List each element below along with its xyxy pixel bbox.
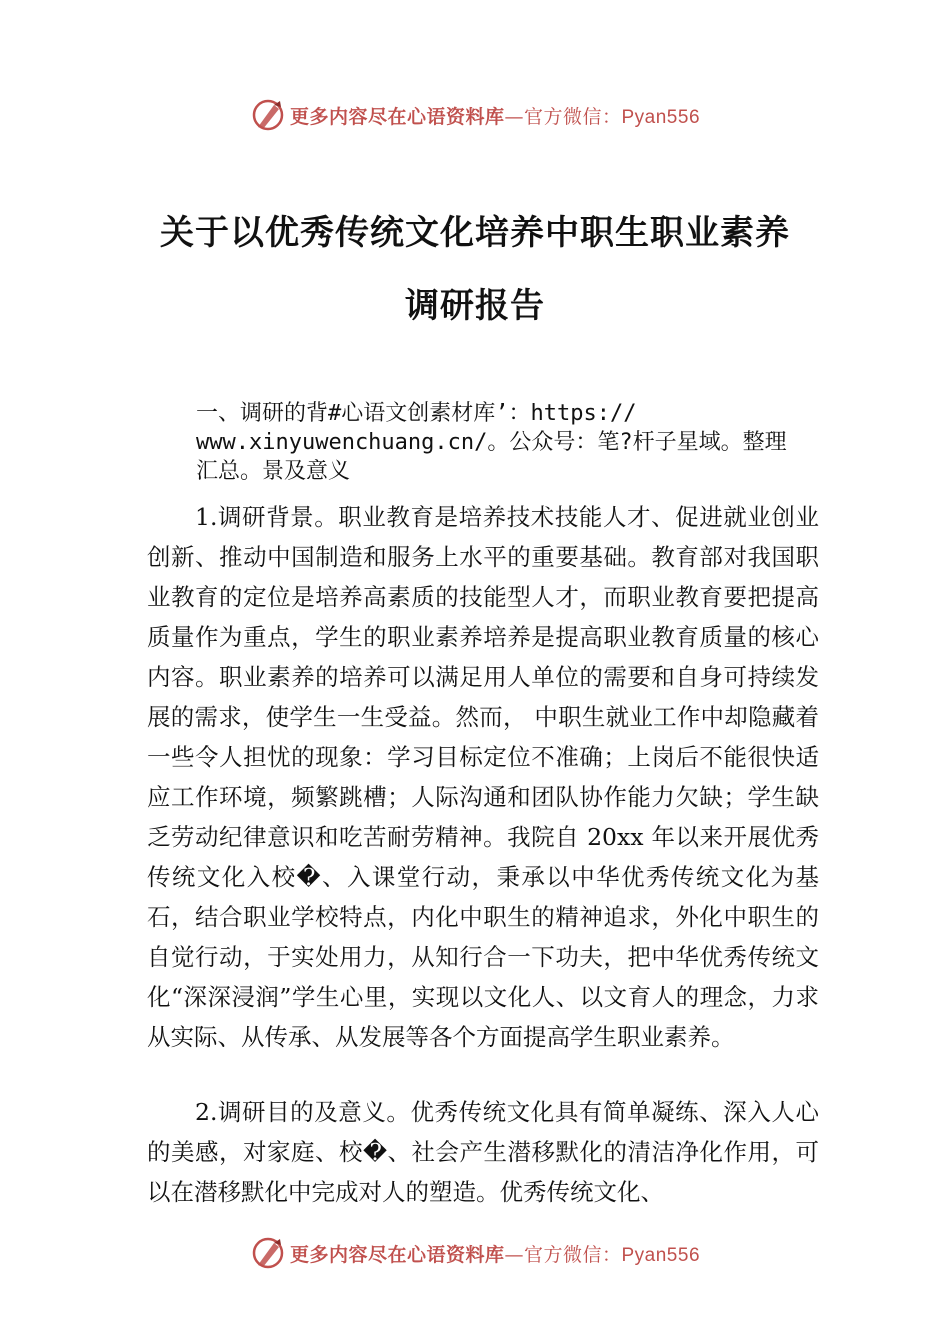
section-heading-line3: 汇总。景及意义: [196, 459, 351, 484]
paragraph-background: 1.调研背景。职业教育是培养技术技能人才、促进就业创业创新、推动中国制造和服务上水平的重要基础。教育部对我国职业教育的定位是培养高素质的技能型人才，而职业教育要把提高质量作为重点，学生的职业素养培养是提高职业教育质量的核心内容。职业素养的培养可以满足用人单位的需要和自身可持续发展的需求，使学生一生受益。然而， 中职生就业工作中却隐藏着一些令人担忧的现象：学习目标定位不准确；上岗后不能很快适应工作环境，频繁跳槽；人际沟通和团队协作能力欠缺；学生缺乏劳动纪律意识和吃苦耐劳精神。我院自 20xx 年以来开展优秀传统文化入校�、入课堂行动，秉承以中华优秀传统文化为基石，结合职业学校特点，内化中职生的精神追求，外化中职生的自觉行动，于实处用力，从知行合一下功夫，把中华优秀传统文化“深深浸润”学生心里，实现以文化人、以文育人的理念，力求从实际、从传承、从发展等各个方面提高学生职业素养。: [147, 503, 819, 1051]
banner-dash: —: [504, 105, 524, 128]
banner-wechat-id: Pyan556: [621, 1244, 701, 1266]
banner-brand: 更多内容尽在心语资料库: [289, 1243, 505, 1266]
banner-brand: 更多内容尽在心语资料库: [289, 105, 505, 128]
section-heading: [196, 399, 836, 486]
paragraph-purpose: 2.调研目的及意义。优秀传统文化具有简单凝练、深入人心的美感，对家庭、校�、社会产生潜移默化的清洁净化作用，可以在潜移默化中完成对人的塑造。优秀传统文化、: [147, 1098, 819, 1206]
banner-text: [290, 102, 700, 129]
header-banner: [0, 95, 950, 135]
pen-logo-icon: [250, 1235, 286, 1271]
section-heading-line2: www.xinyuwenchuang.cn/。公众号：笔?杆子星域。整理: [196, 430, 787, 455]
banner-dash: —: [504, 1243, 524, 1266]
banner-wechat-label: 官方微信：: [523, 105, 622, 128]
banner-wechat-label: 官方微信：: [523, 1243, 622, 1266]
document-title-line2: 调研报告: [405, 286, 545, 326]
footer-banner: [0, 1233, 950, 1273]
pen-logo-icon: [250, 97, 286, 133]
document-title-line1: 关于以优秀传统文化培养中职生职业素养: [160, 213, 790, 253]
section-heading-line1: 一、调研的背#心语文创素材库’：https://: [196, 401, 637, 426]
banner-wechat-id: Pyan556: [621, 106, 701, 128]
banner-text: [290, 1240, 700, 1267]
